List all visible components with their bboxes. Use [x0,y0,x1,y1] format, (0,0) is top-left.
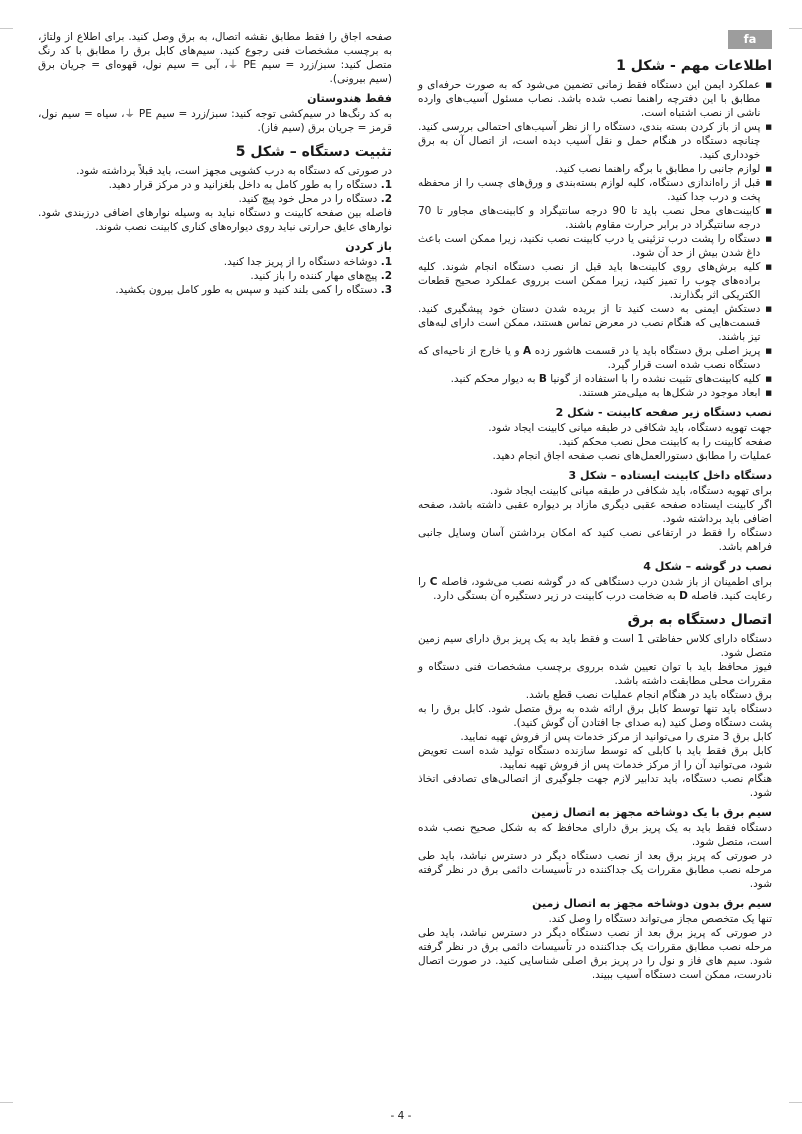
bullet-square-icon: ■ [765,305,772,313]
paragraph: عملیات را مطابق دستورالعمل‌های نصب صفحه اجاق انجام دهید. [492,450,772,462]
bullet-text: دستکش ایمنی به دست کنید تا از بریده شدن دستان خود پیشگیری کنید. قسمت‌هایی که هنگام نصب در معرض تماس هستند، ممکن است دارای لبه‌های تیز باشند. [418,303,761,343]
paragraph: صفحه کابینت را به کابینت محل نصب محکم کنید. [558,436,772,448]
paragraph: برق دستگاه باید در هنگام انجام عملیات نصب قطع باشد. [525,689,772,701]
bullet-item [418,204,772,232]
bullet-item [418,162,772,176]
bullet-square-icon: ■ [765,347,772,355]
right-column [418,30,772,982]
bullet-item [418,260,772,302]
sub-heading: سیم برق بدون دوشاخه مجهز به اتصال زمین [532,897,772,910]
bullet-item [418,176,772,204]
bullet-square-icon: ■ [765,123,772,131]
paragraph: دستگاه دارای کلاس حفاظتی 1 است و فقط باید به یک پریز برق دارای سیم زمین متصل شود. [418,633,772,659]
sub-heading: نصب دستگاه زیر صفحه کابینت - شکل 2 [555,406,772,419]
bullet-item [418,120,772,162]
bullet-text: کلیه کابینت‌های تثبیت نشده را با استفاده از گونیا B به دیوار محکم کنید. [450,373,761,385]
bullet-item [418,302,772,344]
paragraph: اگر کابینت ایستاده صفحه عقبی دیگری مازاد بر دیواره عقبی داشته باشد، صفحه اضافی باید برداشته شود. [418,499,772,525]
bullet-item [418,232,772,260]
cropmark-bottom-left [0,1102,13,1103]
paragraph: صفحه اجاق را فقط مطابق نقشه اتصال، به برق وصل کنید. برای اطلاع از ولتاژ، به برچسب مشخصات فنی رجوع کنید. سیم‌های کابل برق را مطابق با کد رنگ متصل کنید: سبز/زرد = سیم PE ⏚، آبی = سیم نول، قهوه‌ای = جریان برق (سیم بیرونی). [38,31,392,85]
page-number: - 4 - [390,1110,412,1122]
sub-heading: فقط هندوستان [307,92,392,105]
bullet-item [418,372,772,386]
paragraph: برای اطمینان از باز شدن درب دستگاهی که در گوشه نصب می‌شود، فاصله C را رعایت کنید. فاصله D به ضخامت درب کابینت در زیر دستگیره آن بستگی دارد. [418,576,772,602]
bullet-text: کابینت‌های محل نصب باید تا 90 درجه سانتیگراد و کابینت‌های مجاور تا 70 درجه سانتیگراد در برابر حرارت مقاوم باشند. [418,205,761,231]
section-heading: اتصال دستگاه به برق [627,612,772,628]
bullet-text: پریز اصلی برق دستگاه باید یا در قسمت هاشور زده A و یا خارج از ناحیه‌ای که دستگاه نصب شده است قرار گیرد. [418,345,761,371]
bullet-square-icon: ■ [765,165,772,173]
paragraph: هنگام نصب دستگاه، باید تدابیر لازم جهت جلوگیری از اتصالی‌های تصادفی اتخاذ شود. [418,773,772,799]
paragraph: به کد رنگ‌ها در سیم‌کشی توجه کنید: سبز/زرد = سیم PE ⏚، سیاه = سیم نول، قرمز = جریان برق (سیم فاز). [38,108,392,134]
cropmark-top-left [0,28,13,29]
paragraph: تنها یک متخصص مجاز می‌تواند دستگاه را وصل کند. [548,913,772,925]
paragraph: دستگاه فقط باید به یک پریز برق دارای محافظ که به شکل صحیح نصب شده است، متصل شود. [418,822,772,848]
bullet-text: قبل از راه‌اندازی دستگاه، کلیه لوازم بسته‌بندی و ورق‌های چسب را از محفظه پخت و درب جدا کنید. [418,177,761,203]
paragraph: در صورتی که پریز برق بعد از نصب دستگاه دیگر در دسترس نباشد، باید طی مرحله نصب مطابق مقررات یک جداکننده در تأسیسات دائمی برق در نظر گرفته شود. [418,850,772,890]
bullet-square-icon: ■ [765,389,772,397]
section-heading: تثبیت دستگاه – شکل 5 [235,144,392,160]
bullet-square-icon: ■ [765,375,772,383]
bullet-square-icon: ■ [765,235,772,243]
paragraph: 2. پیچ‌های مهار کننده را باز کنید. [250,270,392,282]
paragraph: برای تهویه دستگاه، باید شکافی در طبقه میانی کابینت ایجاد شود. [490,485,772,497]
paragraph: جهت تهویه دستگاه، باید شکافی در طبقه میانی کابینت ایجاد شود. [488,422,772,434]
paragraph: دستگاه را فقط در ارتفاعی نصب کنید که امکان برداشتن آسان وسایل جانبی فراهم باشد. [418,527,772,553]
right-column-blocks [418,58,772,982]
sub-heading: دستگاه داخل کابینت ایستاده – شکل 3 [568,469,772,482]
sub-heading: باز کردن [345,240,392,253]
section-heading: اطلاعات مهم - شکل 1 [616,58,772,74]
bullet-item [418,344,772,372]
paragraph: 2. دستگاه را در محل خود پیچ کنید. [238,193,392,205]
bullet-text: لوازم جانبی را مطابق با برگه راهنما نصب کنید. [554,163,761,175]
paragraph: دستگاه باید تنها توسط کابل برق ارائه شده به برق متصل شود. کابل برق را به پشت دستگاه وصل کنید (به صدای جا افتادن آن گوش کنید). [418,703,772,729]
left-column [38,30,392,297]
paragraph: 1. دوشاخه دستگاه را از پریز جدا کنید. [223,256,392,268]
paragraph: فاصله بین صفحه کابینت و دستگاه نباید به وسیله نوارهای اضافی درزبندی شود. نوارهای عایق حرارتی نباید روی دیواره‌های کناری کابینت نصب شوند. [38,207,392,233]
bullet-square-icon: ■ [765,81,772,89]
bullet-text: دستگاه را پشت درب تزئینی یا درب کابینت نصب نکنید، زیرا ممکن است باعث داغ شدن بیش از حد آن شود. [418,233,761,259]
bullet-text: پس از باز کردن بسته بندی، دستگاه را از نظر آسیب‌های احتمالی بررسی کنید. چنانچه دستگاه در هنگام حمل و نقل آسیب دیده است، از اتصال آن به برق خودداری کنید. [418,121,761,161]
bullet-text: کلیه برش‌های روی کابینت‌ها باید قبل از نصب دستگاه انجام شوند. کلیه براده‌های چوب را تمیز کنید، زیرا ممکن است برروی عملکرد صحیح قطعات الکتریکی اثر بگذارند. [418,261,761,301]
bullet-text: عملکرد ایمن این دستگاه فقط زمانی تضمین می‌شود که به صورت حرفه‌ای و مطابق با این دفترچه راهنما نصب شده باشد. نصاب مسئول آسیب‌های وارده ناشی از نصب اشتباه است. [418,79,761,119]
paragraph: 1. دستگاه را به طور کامل به داخل بلغزانید و در مرکز قرار دهید. [108,179,392,191]
content-columns [38,30,772,982]
bullet-square-icon: ■ [765,179,772,187]
bullet-text: ابعاد موجود در شکل‌ها به میلی‌متر هستند. [578,387,761,399]
paragraph: در صورتی که دستگاه به درب کشویی مجهز است، باید قبلاً برداشته شود. [76,165,392,177]
sub-heading: سیم برق با یک دوشاخه مجهز به اتصال زمین [531,806,772,819]
bullet-item [418,78,772,120]
paragraph: کابل برق 3 متری را می‌توانید از مرکز خدمات پس از فروش تهیه نمایید. [460,731,772,743]
cropmark-bottom-right [789,1102,802,1103]
left-column-blocks [38,30,392,297]
bullet-square-icon: ■ [765,207,772,215]
cropmark-top-right [789,28,802,29]
paragraph: فیوز محافظ باید با توان تعیین شده برروی برچسب مشخصات فنی دستگاه و مقررات محلی مطابقت داشته باشد. [418,661,772,687]
paragraph: در صورتی که پریز برق بعد از نصب دستگاه دیگر در دسترس نباشد، باید طی مرحله نصب مطابق مقررات یک جداکننده در تأسیسات دائمی برق در نظر گرفته شود. سیم های فاز و نول را در پریز برق اصلی شناسایی کنید. در صورت اتصال نادرست، ممکن است دستگاه آسیب ببیند. [418,927,772,981]
paragraph: 3. دستگاه را کمی بلند کنید و سپس به طور کامل بیرون بکشید. [115,284,392,296]
bullet-item [418,386,772,400]
language-badge: fa [728,30,772,49]
sub-heading: نصب در گوشه – شکل 4 [643,560,772,573]
paragraph: کابل برق فقط باید با کابلی که توسط سازنده دستگاه تولید شده است تعویض شود، می‌توانید آن را از مرکز خدمات پس از فروش تهیه نمایید. [418,745,772,771]
bullet-square-icon: ■ [765,263,772,271]
